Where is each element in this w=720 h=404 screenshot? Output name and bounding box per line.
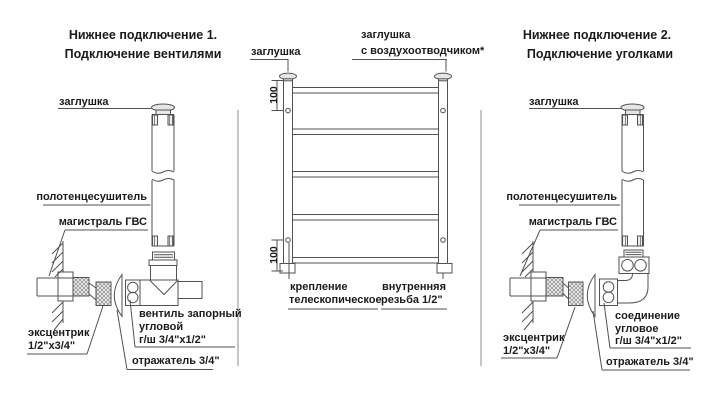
left-valve-label-line1: вентиль запорный: [139, 308, 242, 320]
right-cap: [621, 104, 644, 115]
left-towel-rail-pipe: [152, 115, 174, 247]
left-valve-label-line3: г/ш 3/4"x1/2": [139, 333, 206, 346]
right-fitting-label-line2: угловое: [615, 322, 659, 335]
center-diagram: [250, 60, 452, 310]
right-angle-fitting: [600, 250, 650, 306]
left-hot-water-main-label: магистраль ГВС: [58, 216, 147, 228]
mounting-label-line1: крепление: [290, 281, 348, 293]
inner-thread-label-line2: резьба 1/2": [381, 294, 443, 306]
left-eccentric: [73, 278, 111, 306]
left-title-line1: Нижнее подключение 1.: [68, 28, 218, 42]
right-fitting-label-line3: г/ш 3/4"x1/2": [615, 335, 682, 347]
dimension-100-bottom: 100: [267, 246, 280, 264]
left-cap-label: заглушка: [59, 96, 109, 108]
mounting-label-line2: телескопическое: [289, 294, 382, 306]
right-eccentric: [546, 278, 583, 306]
center-cap-label: заглушка: [251, 46, 301, 58]
left-eccentric-label-line2: 1/2"x3/4": [28, 340, 76, 352]
right-reflector: [587, 275, 595, 317]
right-eccentric-label-line2: 1/2"x3/4": [503, 345, 551, 357]
right-towel-rail-label: полотенцесушитель: [506, 191, 617, 203]
left-cap: [152, 104, 175, 115]
right-diagram: [501, 104, 691, 370]
center-air-vent-label-line1: заглушка: [361, 29, 411, 41]
right-eccentric-label-line1: эксцентрик: [503, 332, 565, 344]
left-eccentric-label-line1: эксцентрик: [28, 327, 90, 339]
right-title-line2: Подключение уголками: [526, 47, 674, 61]
center-cap-plug: [280, 73, 297, 81]
left-reflector: [114, 275, 122, 317]
dimension-100-top: 100: [267, 86, 280, 104]
center-air-vent-label-line2: с воздухоотводчиком*: [361, 45, 485, 57]
right-leader-lines: [501, 109, 691, 371]
right-towel-rail-pipe: [622, 115, 644, 247]
left-angle-valve: [126, 252, 203, 306]
right-hot-water-main-label: магистраль ГВС: [528, 216, 617, 228]
right-fitting-label-line1: соединение: [615, 310, 680, 322]
inner-thread-label-line1: внутренняя: [382, 281, 447, 293]
right-supply-pipe: [510, 272, 546, 301]
left-reflector-label: отражатель 3/4": [132, 355, 220, 367]
left-towel-rail-label: полотенцесушитель: [36, 191, 147, 203]
left-valve-label-line2: угловой: [139, 321, 184, 333]
left-title-line2: Подключение вентилями: [64, 47, 222, 61]
right-cap-label: заглушка: [529, 96, 579, 108]
right-title-line1: Нижнее подключение 2.: [522, 28, 672, 42]
ladder-rungs: [293, 88, 439, 264]
center-cap-air-vent: [435, 73, 452, 81]
right-reflector-label: отражатель 3/4": [606, 355, 694, 368]
